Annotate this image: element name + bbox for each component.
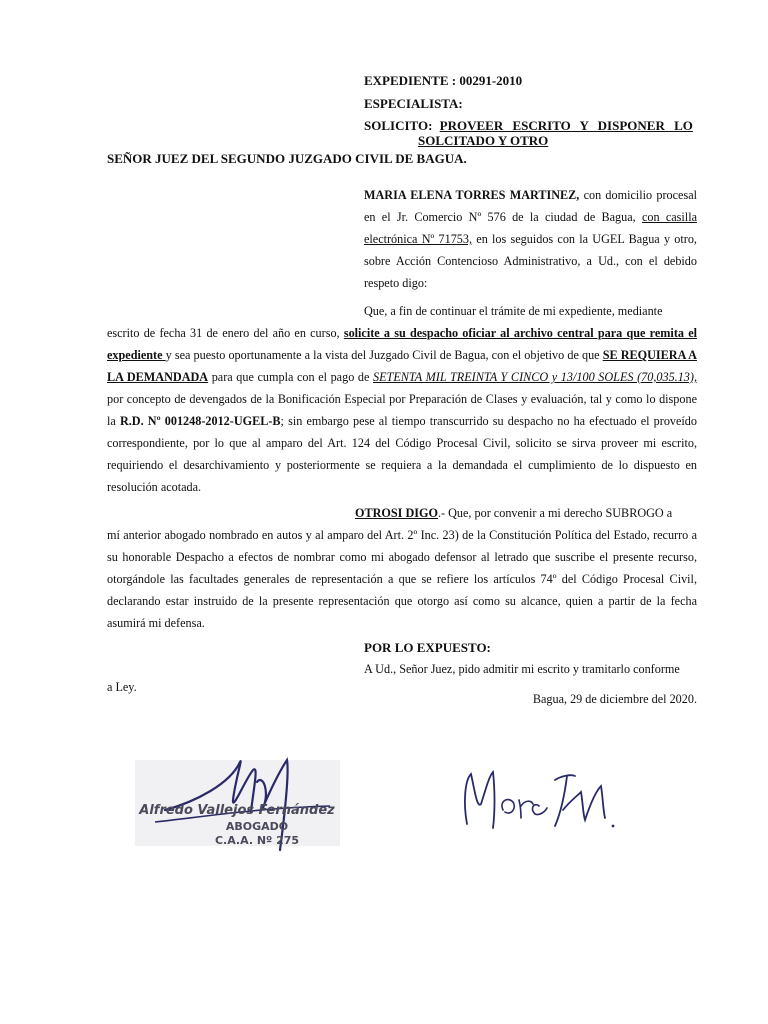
client-signature xyxy=(455,762,620,842)
closing-request-2: a Ley. xyxy=(107,680,137,694)
amount-highlight: SETENTA MIL TREINTA Y CINCO y 13/100 SOLES (70,035.13), xyxy=(373,370,698,384)
otrosi-lead xyxy=(355,502,697,524)
lawyer-signature-image xyxy=(135,752,340,852)
petitioner-name: MARIA ELENA TORRES MARTINEZ, xyxy=(364,188,580,202)
resolution-ref: R.D. Nº 001248-2012-UGEL-B xyxy=(119,414,281,428)
solicito-text: PROVEER ESCRITO Y DISPONER LO xyxy=(439,118,693,133)
solicito-label: SOLICITO: xyxy=(364,118,433,133)
body-text-g: por concepto de devengados de la Bonificación Especial por Preparación de Clases y evaluación, tal y como lo dispone la xyxy=(107,392,697,428)
lawyer-signature-stamp xyxy=(135,752,340,852)
closing-request: A Ud., Señor Juez, pido admitir mi escrito y tramitarlo conforme xyxy=(364,662,680,676)
otrosi-label: OTROSI DIGO xyxy=(355,506,438,520)
expediente-line: EXPEDIENTE : 00291-2010 xyxy=(364,73,523,88)
requiera-highlight: SE REQUIERA A LA DEMANDADA xyxy=(107,348,697,384)
body-lead: Que, a fin de continuar el trámite de mi expediente, mediante xyxy=(364,304,663,318)
intro-text-1: con domicilio procesal en el Jr. Comercio Nº 576 de la ciudad de Bagua, xyxy=(364,188,697,224)
casilla-electronica: con casilla electrónica Nº 71753, xyxy=(364,210,697,246)
body-text-e: para que cumpla con el pago de xyxy=(208,370,374,384)
por-lo-expuesto: POR LO EXPUESTO: xyxy=(364,640,491,655)
body-text-c: y sea puesto oportunamente a la vista del Juzgado Civil de Bagua, con el objetivo de que xyxy=(165,348,603,362)
stamp-name: Alfredo Vallejos Fernández xyxy=(139,803,335,818)
body-text-i: ; sin embargo pese al tiempo transcurrido su despacho no ha efectuado el proveído correspondiente, por lo que al amparo del Art. 124 del Código Procesal Civil, solicito se sirva proveer mi escrito, requiriendo el desarchivamiento y posteriormente se requiera a la demandada el cumplimiento de lo dispuesto en resolución acotada. xyxy=(107,414,697,494)
stamp-reg: C.A.A. Nº 275 xyxy=(214,834,300,847)
date-line: Bagua, 29 de diciembre del 2020. xyxy=(532,692,697,706)
client-signature-image xyxy=(455,762,620,842)
intro-paragraph xyxy=(364,184,697,294)
otrosi-paragraph: mí anterior abogado nombrado en autos y al amparo del Art. 2º Inc. 23) de la Constitución Política del Estado, recurro a su honorable Despacho a efectos de nombrar como mi abogado defensor al letrado que suscribe el presente recurso, otorgándole las facultades generales de representación a que se refiere los artículos 74º del Código Procesal Civil, declarando estar instruido de la presente representación que otorgo así como su alcance, quien a partir de la fecha asumirá mi defensa. xyxy=(107,528,697,630)
stamp-title: ABOGADO xyxy=(225,820,289,833)
otrosi-text-1: .- Que, por convenir a mi derecho SUBROGO a xyxy=(437,506,673,520)
solicito-line xyxy=(364,118,697,134)
request-highlight: solicite a su despacho oficiar al archivo central para que remita el expediente xyxy=(107,326,697,362)
especialista-line: ESPECIALISTA: xyxy=(364,96,463,111)
body-paragraph xyxy=(107,322,697,498)
solicito-text-2: SOLCITADO Y OTRO xyxy=(418,133,549,148)
intro-text-2: en los seguidos con la UGEL Bagua y otro, sobre Acción Contencioso Administrativo, a Ud., con el debido respeto digo: xyxy=(364,232,697,290)
addressee: SEÑOR JUEZ DEL SEGUNDO JUZGADO CIVIL DE BAGUA. xyxy=(107,151,467,166)
body-text-a: escrito de fecha 31 de enero del año en curso, xyxy=(107,326,344,340)
